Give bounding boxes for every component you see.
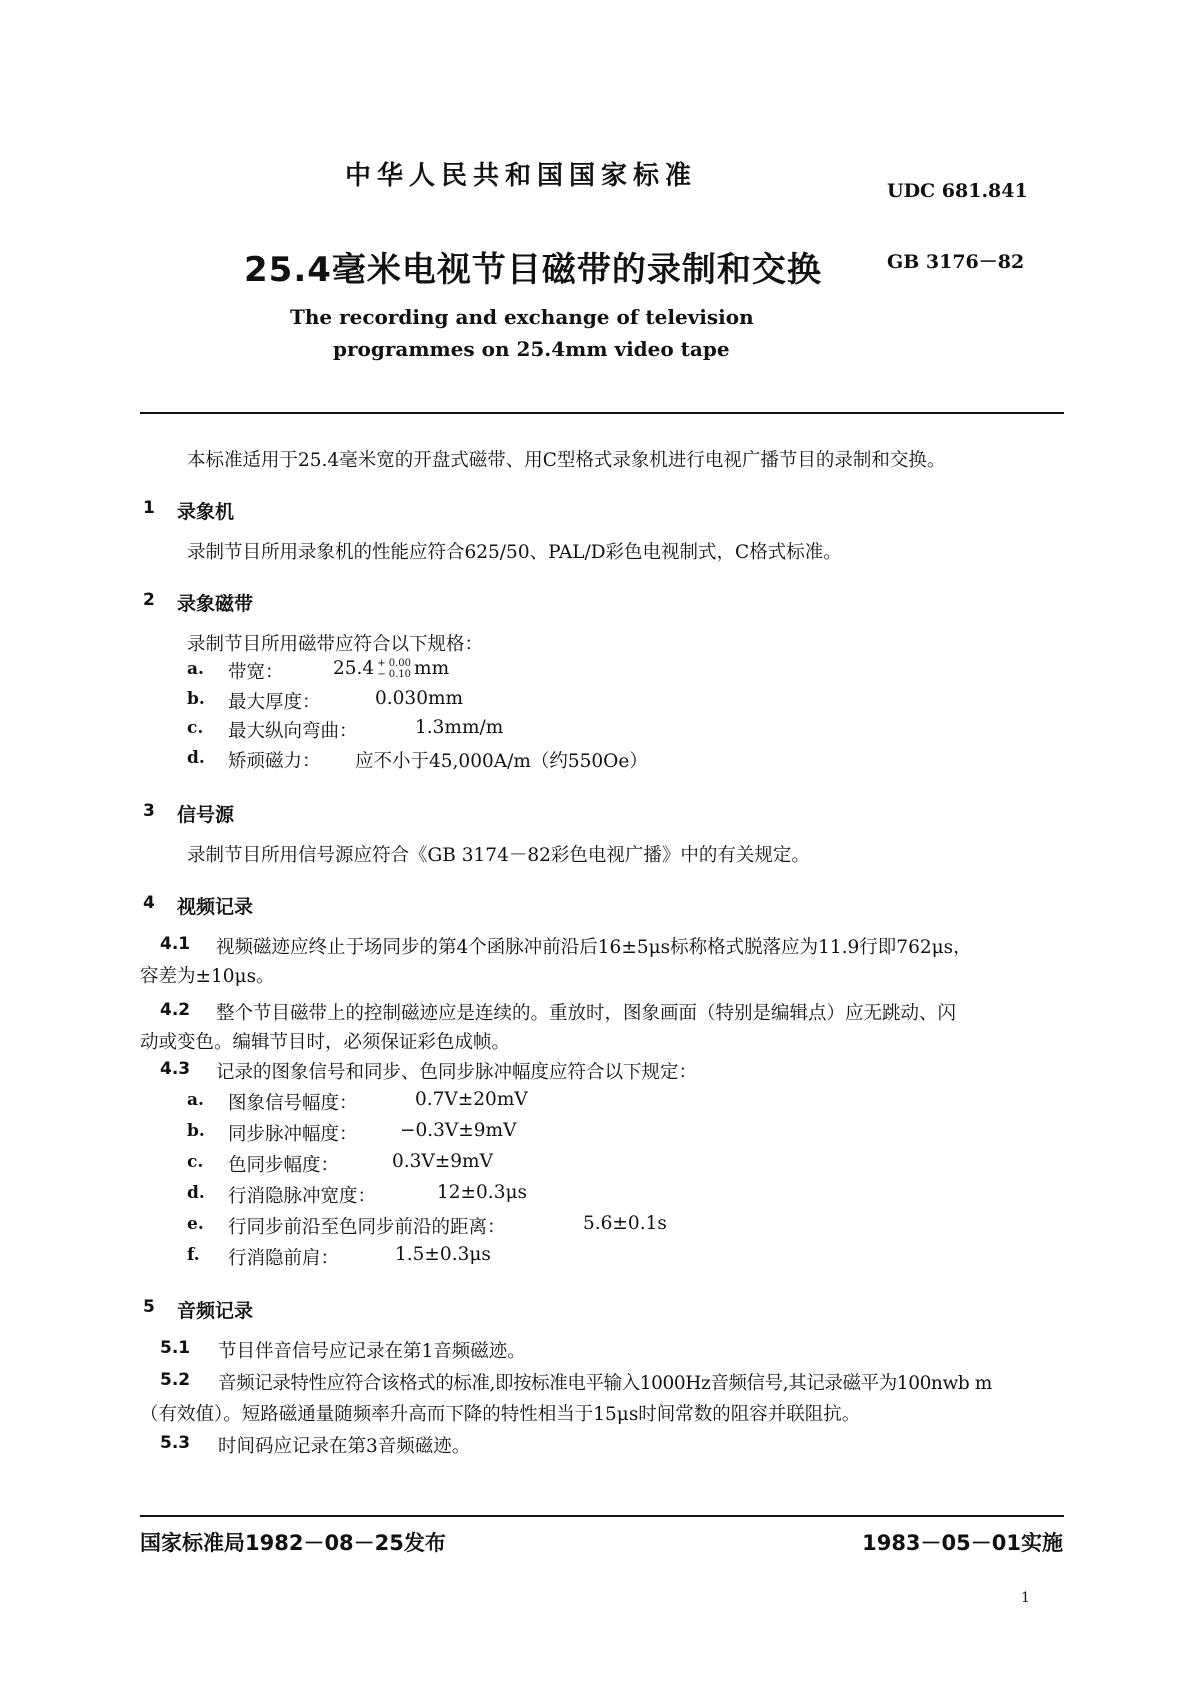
para-5-1-text: 节目伴音信号应记录在第1音频磁迹。 (218, 1341, 526, 1362)
para-4-2-number: 4.2 (160, 1000, 191, 1020)
para-4-1-number: 4.1 (160, 934, 191, 954)
spec-4a-value: 0.7V±20mV (415, 1089, 528, 1110)
para-4-2-line-1: 整个节目磁带上的控制磁迹应是连续的。重放时，图象画面（特别是编辑点）应无跳动、闪 (216, 1003, 957, 1024)
spec-2a-base: 25.4 (333, 658, 375, 679)
spec-4d-value: 12±0.3μs (437, 1182, 527, 1203)
section-3-number: 3 (143, 801, 155, 821)
para-4-2-line-2: 动或变色。编辑节目时，必须保证彩色成帧。 (140, 1032, 511, 1053)
section-5-title: 音频记录 (177, 1300, 254, 1322)
spec-2a-name: 带宽： (228, 662, 284, 683)
section-1-title: 录象机 (177, 501, 235, 523)
spec-2d-value: 应不小于45,000A/m（约550Oe） (355, 751, 648, 772)
english-title-line-2: programmes on 25.4mm video tape (333, 337, 730, 361)
section-1-number: 1 (143, 498, 155, 518)
spec-4c-name: 色同步幅度： (228, 1155, 340, 1176)
spec-4f-name: 行消隐前肩： (228, 1248, 340, 1269)
section-2-intro: 录制节目所用磁带应符合以下规格： (187, 634, 484, 655)
para-5-2-line-2: （有效值）。短路磁通量随频率升高而下降的特性相当于15μs时间常数的阻容并联阻抗。 (140, 1404, 861, 1425)
spec-2c-name: 最大纵向弯曲： (228, 721, 358, 742)
document-title: 25.4毫米电视节目磁带的录制和交换 (244, 250, 822, 290)
spec-4d-label: d. (187, 1183, 205, 1203)
spec-2d-label: d. (187, 748, 205, 768)
section-3-title: 信号源 (177, 804, 235, 826)
spec-2a-unit: mm (414, 658, 450, 679)
header-divider (140, 412, 1064, 414)
section-2-title: 录象磁带 (177, 593, 254, 615)
gb-number: GB 3176－82 (887, 251, 1025, 273)
section-3-text: 录制节目所用信号源应符合《GB 3174－82彩色电视广播》中的有关规定。 (187, 845, 810, 866)
section-5-number: 5 (143, 1297, 155, 1317)
para-4-1-line-2: 容差为±10μs。 (140, 966, 275, 987)
spec-2a-tol-minus: − 0.10 (377, 669, 412, 680)
intro-paragraph: 本标准适用于25.4毫米宽的开盘式磁带、用C型格式录象机进行电视广播节目的录制和交换。 (187, 450, 946, 471)
spec-2a-tol-plus: + 0.00 (377, 658, 412, 669)
spec-4a-label: a. (187, 1090, 204, 1110)
para-5-1-number: 5.1 (160, 1338, 191, 1358)
para-4-1-line-1: 视频磁迹应终止于场同步的第4个函脉冲前沿后16±5μs标称格式脱落应为11.9行即762μs， (216, 937, 972, 958)
spec-2c-label: c. (187, 718, 204, 738)
national-standard-heading: 中华人民共和国国家标准 (345, 161, 698, 191)
spec-2b-name: 最大厚度： (228, 692, 321, 713)
para-5-2-line-1: 音频记录特性应符合该格式的标准,即按标准电平输入1000Hz音频信号,其记录磁平为100nwb m (218, 1373, 992, 1394)
section-2-number: 2 (143, 590, 155, 610)
spec-2c-value: 1.3mm/m (415, 717, 504, 738)
spec-4e-label: e. (187, 1214, 204, 1234)
section-4-title: 视频记录 (177, 896, 254, 918)
footer-divider (140, 1515, 1064, 1517)
udc-code: UDC 681.841 (887, 180, 1028, 202)
english-title-line-1: The recording and exchange of television (290, 305, 754, 329)
spec-2d-name: 矫顽磁力： (228, 751, 321, 772)
spec-4c-value: 0.3V±9mV (392, 1151, 493, 1172)
spec-2a-tolerance (377, 658, 411, 680)
effective-date: 1983－05－01实施 (862, 1531, 1063, 1555)
section-1-text: 录制节目所用录象机的性能应符合625/50、PAL/D彩色电视制式，C格式标准。 (187, 542, 842, 563)
spec-4f-value: 1.5±0.3μs (395, 1244, 491, 1265)
spec-4b-name: 同步脉冲幅度： (228, 1124, 358, 1145)
spec-2a-label: a. (187, 659, 204, 679)
spec-4e-value: 5.6±0.1s (583, 1213, 667, 1234)
spec-4d-name: 行消隐脉冲宽度： (228, 1186, 377, 1207)
page-number: 1 (1021, 1590, 1030, 1606)
para-4-3-number: 4.3 (160, 1059, 191, 1079)
para-5-2-number: 5.2 (160, 1370, 191, 1390)
spec-2b-label: b. (187, 689, 205, 709)
section-4-number: 4 (143, 893, 155, 913)
para-5-3-text: 时间码应记录在第3音频磁迹。 (218, 1436, 471, 1457)
issue-date: 国家标准局1982－08－25发布 (140, 1531, 446, 1555)
spec-4b-value: −0.3V±9mV (400, 1120, 517, 1141)
para-4-3-intro: 记录的图象信号和同步、色同步脉冲幅度应符合以下规定： (216, 1062, 698, 1083)
spec-4c-label: c. (187, 1152, 204, 1172)
spec-4e-name: 行同步前沿至色同步前沿的距离： (228, 1217, 506, 1238)
spec-4a-name: 图象信号幅度： (228, 1093, 358, 1114)
spec-4f-label: f. (187, 1245, 200, 1265)
para-5-3-number: 5.3 (160, 1433, 191, 1453)
spec-2a-value (333, 658, 449, 680)
spec-4b-label: b. (187, 1121, 205, 1141)
spec-2b-value: 0.030mm (375, 688, 464, 709)
